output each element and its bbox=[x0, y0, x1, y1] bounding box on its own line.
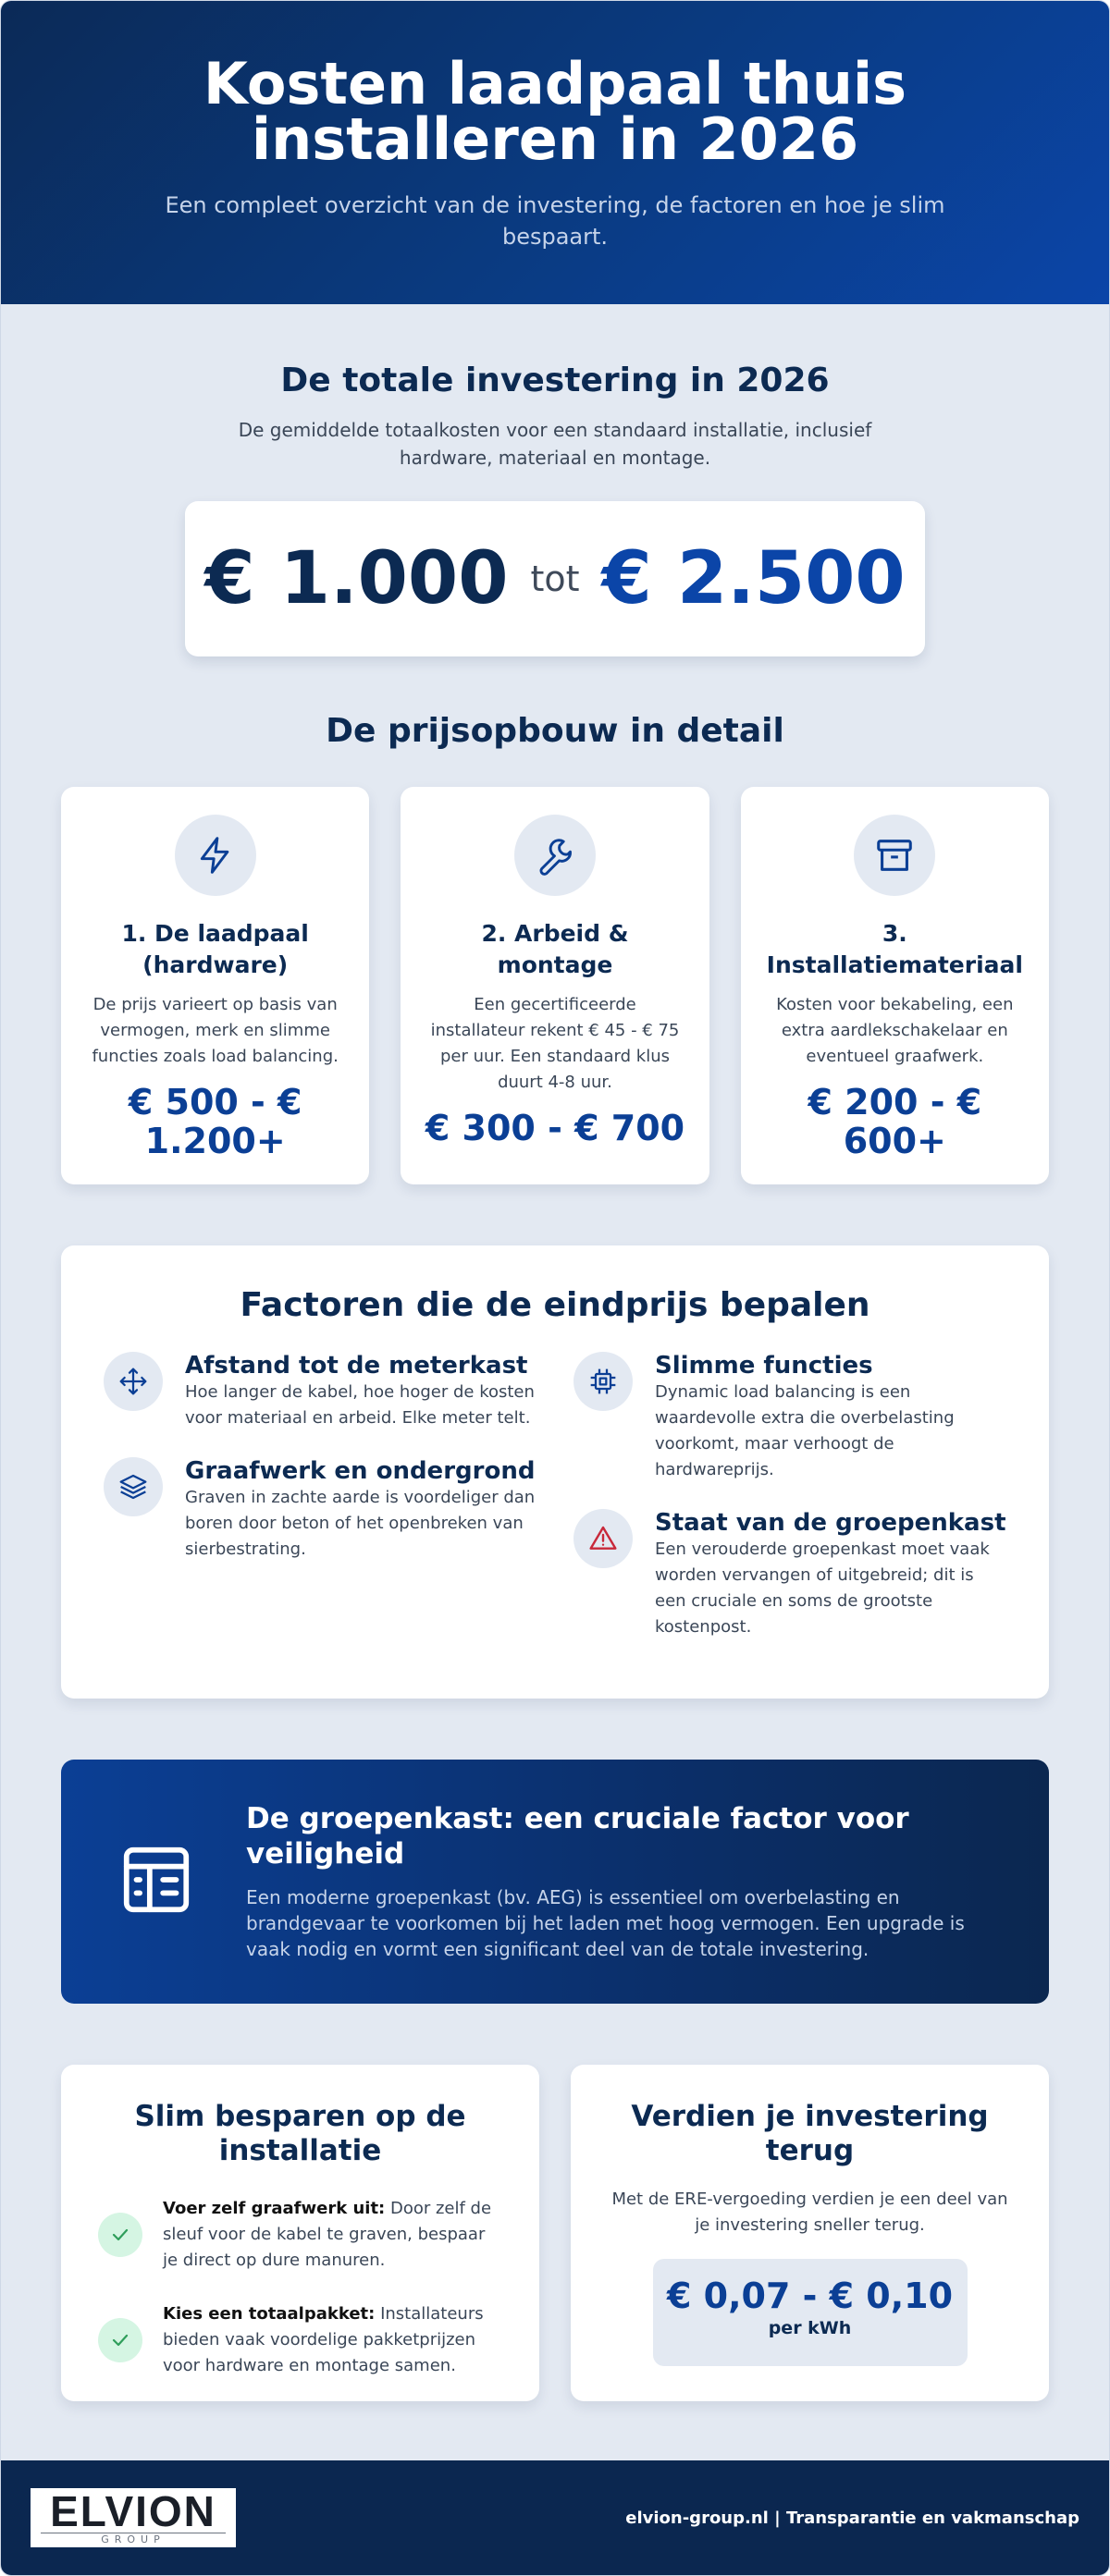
logo-subtitle: GROUP bbox=[41, 2533, 226, 2545]
card-labor bbox=[401, 787, 709, 1184]
tip-body: Installateurs bieden vaak voordelige pakketprijzen voor hardware en montage samen. bbox=[163, 2304, 484, 2375]
price-separator: tot bbox=[530, 558, 580, 599]
chip-icon bbox=[574, 1352, 633, 1411]
card-text: Kosten voor bekabeling, een extra aardlekschakelaar en eventueel graafwerk. bbox=[776, 995, 1014, 1066]
title-line-1: Kosten laadpaal thuis bbox=[203, 50, 907, 117]
layers-icon bbox=[104, 1457, 163, 1516]
fuse-box-icon bbox=[117, 1840, 196, 1923]
card-title: 2. Arbeid & montage bbox=[481, 920, 629, 978]
factors-title: Factoren die de eindprijs bepalen bbox=[240, 1286, 870, 1324]
elvion-logo[interactable] bbox=[31, 2488, 236, 2547]
factor-text: Dynamic load balancing is een waardevolle extra die overbelasting voorkomt, maar verhoogt de hardwareprijs. bbox=[655, 1382, 955, 1479]
wrench-icon bbox=[514, 815, 596, 896]
tip-text bbox=[163, 2196, 502, 2274]
card-title: 3. Installatiemateriaal bbox=[766, 920, 1023, 978]
tip-text bbox=[163, 2301, 502, 2379]
card-title: 1. De laadpaal (hardware) bbox=[121, 920, 309, 978]
total-title: De totale investering in 2026 bbox=[280, 362, 830, 399]
earn-title: Verdien je investering terug bbox=[631, 2100, 989, 2167]
card-price: € 300 - € 700 bbox=[425, 1108, 685, 1148]
page-title bbox=[1, 50, 1109, 173]
fuse-box-banner bbox=[61, 1760, 1049, 2004]
tip-body: Door zelf de sleuf voor de kabel te graven, bespaar je direct op dure manuren. bbox=[163, 2199, 492, 2270]
title-line-2: installeren in 2026 bbox=[251, 105, 859, 173]
card-text: De prijs varieert op basis van vermogen, merk en slimme functies zoals load balancing. bbox=[92, 995, 339, 1066]
banner-text: Een moderne groepenkast (bv. AEG) is essentieel om overbelasting en brandgevaar te voorkomen bij het laden met hoog vermogen. Een upgrade is vaak nodig en vormt een significant deel van de totale investering. bbox=[246, 1886, 965, 1960]
factor-title: Slimme functies bbox=[655, 1352, 873, 1380]
earn-back-card bbox=[571, 2065, 1049, 2401]
bottom-cards bbox=[1, 2065, 1109, 2401]
factors-column-right bbox=[574, 1352, 1006, 1666]
total-subtitle: De gemiddelde totaalkosten voor een standaard installatie, inclusief hardware, materiaal en montage. bbox=[238, 419, 872, 469]
card-price: € 500 - € 1.200+ bbox=[128, 1082, 302, 1161]
warning-icon bbox=[574, 1509, 633, 1568]
ere-rate-unit: per kWh bbox=[768, 2318, 852, 2338]
banner-title: De groepenkast: een cruciale factor voor veiligheid bbox=[246, 1802, 909, 1871]
savings-tip bbox=[98, 2196, 502, 2274]
factor-text: Graven in zachte aarde is voordeliger dan boren door beton of het openbreken van sierbestrating. bbox=[185, 1488, 536, 1559]
card-price: € 200 - € 600+ bbox=[808, 1082, 982, 1161]
ere-rate-box bbox=[653, 2259, 968, 2366]
lightning-icon bbox=[175, 815, 256, 896]
card-materials bbox=[741, 787, 1049, 1184]
factor-text: Een verouderde groepenkast moet vaak worden vervangen of uitgebreid; dit is een cruciale en soms de grootste kostenpost. bbox=[655, 1539, 990, 1637]
factors-grid bbox=[61, 1324, 1049, 1666]
page-subtitle: Een compleet overzicht van de investering, de factoren en hoe je slim bespaart. bbox=[165, 192, 945, 250]
tip-bold: Kies een totaalpakket: bbox=[163, 2304, 376, 2324]
footer bbox=[1, 2460, 1109, 2575]
factor-title: Afstand tot de meterkast bbox=[185, 1352, 528, 1380]
price-low: € 1.000 bbox=[204, 537, 509, 620]
hero-header bbox=[1, 1, 1109, 304]
footer-text: elvion-group.nl | Transparantie en vakmanschap bbox=[625, 2508, 1079, 2528]
factor-title: Graafwerk en ondergrond bbox=[185, 1457, 536, 1485]
price-factors-section bbox=[61, 1245, 1049, 1699]
earn-text: Met de ERE-vergoeding verdien je een deel van je investering sneller terug. bbox=[611, 2190, 1008, 2235]
tip-bold: Voer zelf graafwerk uit: bbox=[163, 2199, 386, 2218]
price-range-box bbox=[185, 501, 925, 656]
price-high: € 2.500 bbox=[601, 537, 906, 620]
check-icon bbox=[98, 2213, 142, 2257]
factor-text: Hoe langer de kabel, hoe hoger de kosten voor materiaal en arbeid. Elke meter telt. bbox=[185, 1382, 535, 1428]
factor-fuse-box-condition bbox=[574, 1509, 1006, 1640]
logo-wordmark: ELVION bbox=[50, 2487, 216, 2535]
card-hardware bbox=[61, 787, 369, 1184]
savings-tip bbox=[98, 2301, 502, 2379]
ere-rate-value: € 0,07 - € 0,10 bbox=[666, 2275, 954, 2316]
archive-box-icon bbox=[854, 815, 935, 896]
factor-digging bbox=[104, 1457, 536, 1563]
savings-card bbox=[61, 2065, 539, 2401]
savings-title: Slim besparen op de installatie bbox=[134, 2100, 466, 2167]
factors-column-left bbox=[104, 1352, 536, 1666]
factor-title: Staat van de groepenkast bbox=[655, 1509, 1006, 1537]
check-icon bbox=[98, 2318, 142, 2362]
move-arrows-icon bbox=[104, 1352, 163, 1411]
card-text: Een gecertificeerde installateur rekent € 45 - € 75 per uur. Een standaard klus duurt 4-8 uur. bbox=[430, 995, 680, 1092]
price-breakdown-section bbox=[1, 656, 1109, 1184]
breakdown-title: De prijsopbouw in detail bbox=[326, 712, 784, 750]
factor-distance bbox=[104, 1352, 536, 1431]
factor-smart-functions bbox=[574, 1352, 1006, 1483]
total-investment-section bbox=[1, 304, 1109, 656]
breakdown-cards bbox=[1, 787, 1109, 1184]
